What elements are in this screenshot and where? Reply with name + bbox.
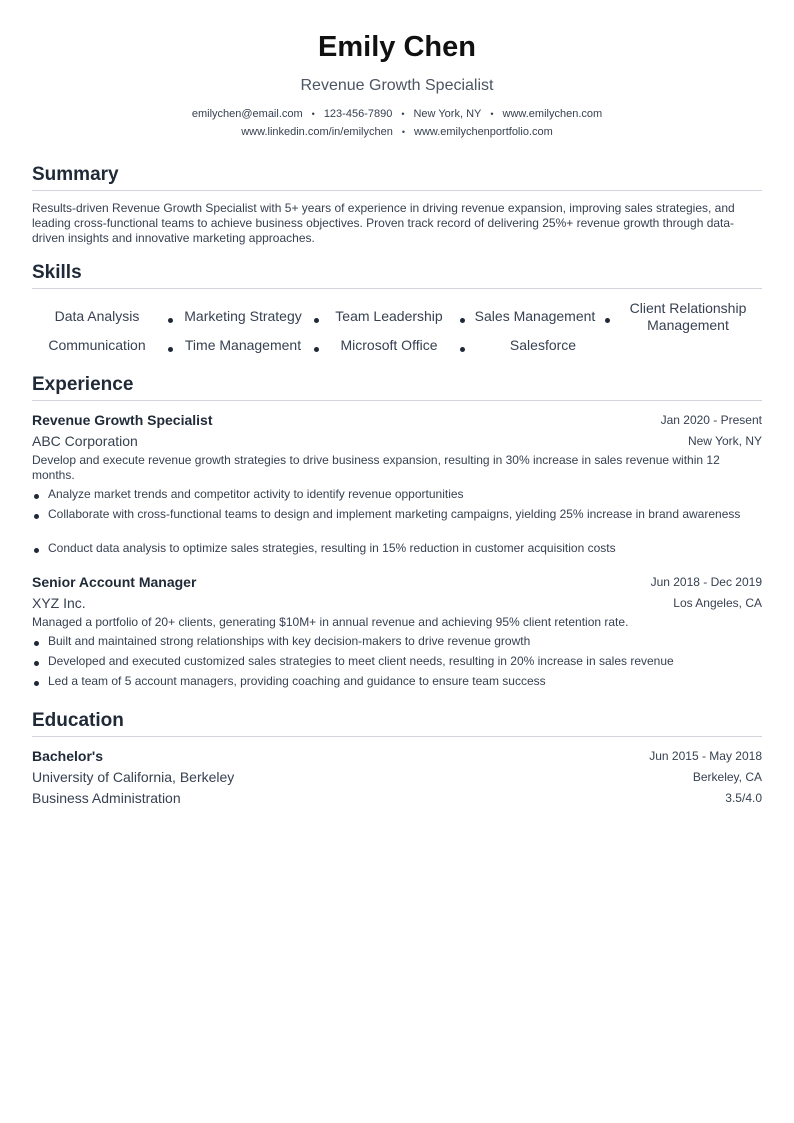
contact-separator: • — [490, 109, 494, 119]
job-location: New York, NY — [687, 434, 762, 448]
contact-row-primary — [32, 108, 762, 120]
summary-text: Results-driven Revenue Growth Specialist with 5+ years of experience in driving revenue expansion, improving sales strategies, and leading cross-functional teams to achieve business objectives. Proven track record of delivering 25%+ revenue growth through data-driven insights and innovative marketing approaches. — [32, 201, 735, 245]
linkedin-link[interactable]: www.linkedin.com/in/emilychen — [241, 126, 393, 138]
bullet-icon — [34, 548, 39, 553]
skill-separator-dot — [460, 318, 465, 323]
experience-heading: Experience — [32, 374, 762, 401]
job-bullet-text: Collaborate with cross-functional teams to design and implement marketing campaigns, yielding 25% increase in brand awareness — [48, 507, 741, 521]
job-title: Revenue Growth Specialist — [32, 412, 213, 428]
education-school: University of California, Berkeley — [32, 769, 235, 785]
contact-separator: • — [401, 127, 405, 137]
education-dates: Jun 2015 - May 2018 — [649, 749, 762, 763]
job-company: ABC Corporation — [32, 433, 138, 449]
education-degree: Bachelor's — [32, 748, 104, 764]
bullet-icon — [34, 494, 39, 499]
summary-heading: Summary — [32, 164, 762, 191]
job-description: Managed a portfolio of 20+ clients, generating $10M+ in annual revenue and achieving 95% client retention rate. — [32, 615, 629, 629]
education-heading: Education — [32, 710, 762, 737]
location-text: New York, NY — [413, 108, 482, 120]
skill-separator-dot — [314, 318, 319, 323]
bullet-icon — [34, 641, 39, 646]
skill-item: Salesforce — [509, 337, 577, 353]
job-bullet-text: Developed and executed customized sales strategies to meet client needs, resulting in 20% increase in sales revenue — [48, 654, 674, 668]
job-company: XYZ Inc. — [32, 595, 86, 611]
bullet-icon — [34, 681, 39, 686]
job-location: Los Angeles, CA — [673, 596, 762, 610]
email-link[interactable]: emilychen@email.com — [191, 108, 303, 120]
job-dates: Jan 2020 - Present — [660, 413, 762, 427]
job-bullet-text: Analyze market trends and competitor activity to identify revenue opportunities — [48, 487, 464, 501]
skills-heading: Skills — [32, 262, 762, 289]
skill-item: Microsoft Office — [340, 337, 438, 353]
bullet-icon — [34, 514, 39, 519]
skill-item: Data Analysis — [54, 308, 140, 324]
education-field: Business Administration — [32, 790, 181, 806]
skill-separator-dot — [460, 347, 465, 352]
education-gpa: 3.5/4.0 — [725, 791, 762, 805]
skill-separator-dot — [168, 318, 173, 323]
job-bullet-text: Built and maintained strong relationships with key decision-makers to drive revenue growth — [48, 634, 531, 648]
website-link[interactable]: www.emilychen.com — [502, 108, 603, 120]
skill-separator-dot — [168, 347, 173, 352]
job-bullet — [32, 541, 762, 556]
portfolio-link[interactable]: www.emilychenportfolio.com — [414, 126, 553, 138]
candidate-role: Revenue Growth Specialist — [300, 77, 494, 94]
job-dates: Jun 2018 - Dec 2019 — [650, 575, 762, 589]
candidate-name: Emily Chen — [318, 31, 476, 63]
skill-item: Communication — [48, 337, 146, 353]
phone-number: 123-456-7890 — [323, 108, 393, 120]
job-bullet — [32, 674, 762, 689]
skill-item: Marketing Strategy — [184, 308, 302, 324]
skill-item: Sales Management — [474, 308, 596, 324]
job-bullet — [32, 507, 762, 522]
skill-item: Team Leadership — [335, 308, 443, 324]
job-bullet — [32, 634, 762, 649]
skill-item: Client Relationship Management — [629, 300, 747, 333]
job-bullet — [32, 487, 762, 502]
contact-row-secondary — [32, 126, 762, 138]
skill-separator-dot — [314, 347, 319, 352]
contact-separator: • — [401, 109, 405, 119]
bullet-icon — [34, 661, 39, 666]
skill-separator-dot — [605, 318, 610, 323]
job-description: Develop and execute revenue growth strategies to drive business expansion, resulting in 30% increase in sales revenue within 12 months. — [32, 453, 720, 482]
education-location: Berkeley, CA — [692, 770, 762, 784]
job-title: Senior Account Manager — [32, 574, 197, 590]
contact-separator: • — [311, 109, 315, 119]
job-bullet-text: Led a team of 5 account managers, providing coaching and guidance to ensure team success — [48, 674, 546, 688]
job-bullet — [32, 654, 762, 669]
skill-item: Time Management — [184, 337, 302, 353]
job-bullet-text: Conduct data analysis to optimize sales strategies, resulting in 15% reduction in customer acquisition costs — [48, 541, 616, 555]
